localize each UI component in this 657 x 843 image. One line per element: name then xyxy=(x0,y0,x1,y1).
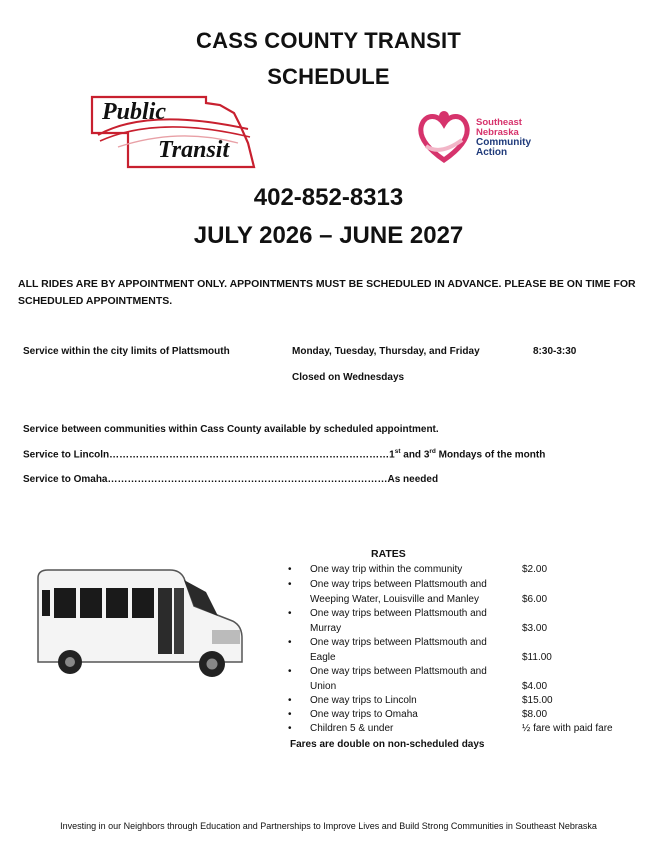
omaha-service-label: Service to Omaha………………………………………………………………………… xyxy=(23,474,388,485)
rate-item xyxy=(288,722,638,737)
city-service-label: Service within the city limits of Plattsmouth xyxy=(23,346,230,357)
city-service-days: Monday, Tuesday, Thursday, and Friday xyxy=(292,346,480,357)
rate-price: ½ fare with paid fare xyxy=(522,723,613,734)
rate-item xyxy=(288,636,638,666)
bullet-icon: • xyxy=(288,709,292,720)
page-subtitle: SCHEDULE xyxy=(267,64,390,89)
rate-price: $3.00 xyxy=(522,623,548,634)
bullet-icon: • xyxy=(288,666,292,677)
rate-item xyxy=(288,563,638,578)
lincoln-schedule-a: 1 xyxy=(389,449,395,461)
bullet-icon: • xyxy=(288,564,292,575)
rates-heading: RATES xyxy=(371,548,406,560)
rate-description: One way trips to Omaha xyxy=(310,709,418,720)
rate-price: $6.00 xyxy=(522,594,548,605)
sencap-word-2: Nebraska xyxy=(476,127,519,138)
between-communities-note: Service between communities within Cass County available by scheduled appointment. xyxy=(23,424,439,435)
bullet-icon: • xyxy=(288,608,292,619)
lincoln-schedule-sup-b: rd xyxy=(429,448,436,455)
closed-note: Closed on Wednesdays xyxy=(292,372,405,383)
bullet-icon: • xyxy=(288,637,292,648)
rate-description: Children 5 & under xyxy=(310,723,394,734)
fare-double-note: Fares are double on non-scheduled days xyxy=(290,739,485,750)
lincoln-service-label: Service to Lincoln………………………………………………………………………… xyxy=(23,449,390,461)
page-title: CASS COUNTY TRANSIT xyxy=(196,28,461,53)
logo-word-transit: Transit xyxy=(158,137,230,163)
omaha-service-value: As needed xyxy=(387,474,439,485)
rate-description: One way trip within the community xyxy=(310,564,463,575)
bullet-icon: • xyxy=(288,579,292,590)
heart-hands-icon xyxy=(416,106,472,166)
omaha-service xyxy=(23,474,438,485)
rate-price: $15.00 xyxy=(522,695,553,706)
rate-item xyxy=(288,694,638,709)
rate-description: One way trips between Plattsmouth and Eagle xyxy=(310,637,487,663)
rate-price: $4.00 xyxy=(522,681,548,692)
lincoln-schedule-sup-a: st xyxy=(394,448,401,455)
rate-item xyxy=(288,607,638,637)
sencap-logo xyxy=(416,106,556,168)
rate-description: One way trips between Plattsmouth and Union xyxy=(310,666,487,692)
rate-description: One way trips to Lincoln xyxy=(310,695,417,706)
sencap-word-3: Community xyxy=(476,137,531,148)
rate-price: $8.00 xyxy=(522,709,548,720)
schedule-dates: JULY 2026 – JUNE 2027 xyxy=(193,222,464,249)
bullet-icon: • xyxy=(288,695,292,706)
lincoln-service xyxy=(23,448,545,460)
rate-item xyxy=(288,708,638,723)
rate-price: $11.00 xyxy=(522,652,552,663)
bullet-icon: • xyxy=(288,723,292,734)
rate-description: One way trips between Plattsmouth and Weeping Water, Louisville and Manley xyxy=(310,579,487,605)
phone-number: 402-852-8313 xyxy=(253,184,404,211)
city-service-hours: 8:30-3:30 xyxy=(533,346,577,357)
rate-item xyxy=(288,665,638,695)
rate-item xyxy=(288,578,638,608)
shuttle-bus-image xyxy=(34,566,248,684)
lincoln-schedule-c: Mondays of the month xyxy=(435,449,546,461)
rate-price: $2.00 xyxy=(522,564,548,575)
public-transit-logo xyxy=(88,93,258,171)
sencap-word-1: Southeast xyxy=(476,117,522,128)
footer-mission: Investing in our Neighbors through Education and Partnerships to Improve Lives and Build Strong Communities in Southeast Nebraska xyxy=(60,821,597,831)
bus-icon xyxy=(34,566,248,684)
logo-word-public: Public xyxy=(102,99,166,125)
appointment-notice: ALL RIDES ARE BY APPOINTMENT ONLY. APPOINTMENTS MUST BE SCHEDULED IN ADVANCE. PLEASE BE ON TIME FOR SCHEDULED APPOINTMENTS. xyxy=(18,278,636,307)
sencap-word-4: Action xyxy=(476,147,508,158)
lincoln-schedule-b: and 3 xyxy=(400,449,430,461)
rate-description: One way trips between Plattsmouth and Murray xyxy=(310,608,487,634)
